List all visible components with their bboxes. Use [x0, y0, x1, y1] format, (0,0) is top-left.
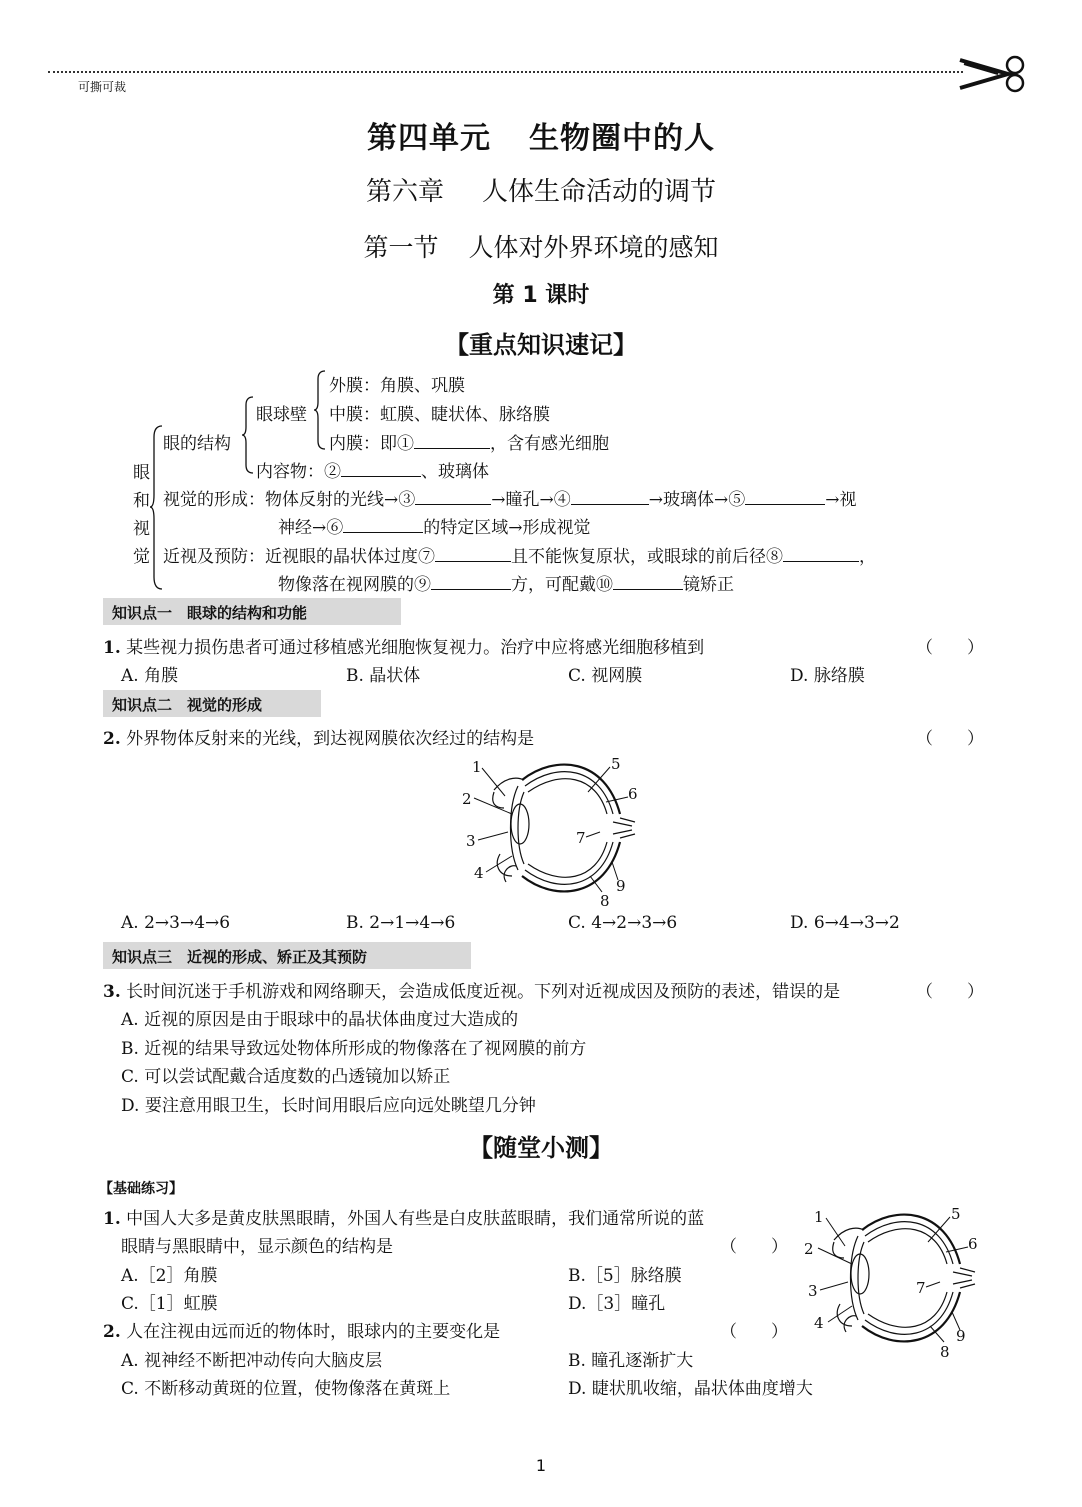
b1-option-d: D.［3］瞳孔 [568, 1294, 666, 1314]
eyeball-wall-label: 眼球壁 [256, 405, 307, 425]
structure-brace [242, 396, 254, 474]
b1-option-c: C.［1］虹膜 [121, 1294, 218, 1314]
contents-line: 内容物：② 、玻璃体 [256, 462, 489, 482]
q2-option-d: D. 6→4→3→2 [790, 913, 900, 933]
q3-option-a: A. 近视的原因是由于眼球中的晶状体曲度过大造成的 [121, 1010, 519, 1030]
eye1-label-5: 5 [611, 755, 621, 773]
knowledge-point-1-label: 知识点一 眼球的结构和功能 [112, 604, 308, 622]
key-points-heading: 【重点知识速记】 [445, 331, 637, 359]
knowledge-point-3-band [103, 942, 471, 969]
knowledge-point-2-label: 知识点二 视觉的形成 [112, 696, 263, 714]
eye2-label-3: 3 [808, 1282, 818, 1300]
q1-stem: 1. 某些视力损伤患者可通过移植感光细胞恢复视力。治疗中应将感光细胞移植到 [103, 638, 705, 658]
q1-answer-bracket: （ ） [916, 638, 984, 658]
eye1-label-1: 1 [472, 758, 482, 776]
b1-stem-line1: 1. 中国人大多是黄皮肤黑眼睛，外国人有些是白皮肤蓝眼睛，我们通常所说的蓝 [103, 1209, 705, 1229]
vision-line-1: 视觉的形成：物体反射的光线→③ →瞳孔→④ →玻璃体→⑤ →视 [163, 490, 857, 510]
section-title: 第一节 人体对外界环境的感知 [363, 233, 719, 262]
map-root-2: 和 [133, 491, 150, 511]
knowledge-point-1-band [103, 598, 401, 625]
eye2-label-1: 1 [814, 1208, 824, 1226]
eye-diagram-1 [460, 752, 645, 912]
b2-option-c: C. 不断移动黄斑的位置，使物像落在黄斑上 [121, 1379, 451, 1399]
eye1-label-3: 3 [466, 832, 476, 850]
map-root-1: 眼 [133, 463, 150, 483]
eye1-label-6: 6 [628, 785, 638, 803]
outer-layer: 外膜：角膜、巩膜 [329, 376, 465, 396]
b2-answer-bracket: （ ） [720, 1322, 788, 1342]
map-root-3: 视 [133, 519, 150, 539]
b1-answer-bracket: （ ） [720, 1237, 788, 1257]
vision-line-2: 神经→⑥ 的特定区域→形成视觉 [278, 518, 591, 538]
q3-option-c: C. 可以尝试配戴合适度数的凸透镜加以矫正 [121, 1067, 451, 1087]
q3-stem: 3. 长时间沉迷于手机游戏和网络聊天，会造成低度近视。下列对近视成因及预防的表述，错误的是 [103, 982, 841, 1002]
scissors-icon [958, 54, 1028, 94]
q3-option-d: D. 要注意用眼卫生，长时间用眼后应向远处眺望几分钟 [121, 1096, 536, 1116]
middle-layer: 中膜：虹膜、睫状体、脉络膜 [329, 405, 550, 425]
myopia-line-2: 物像落在视网膜的⑨ 方，可配戴⑩ 镜矫正 [278, 575, 734, 595]
eye2-label-5: 5 [951, 1205, 961, 1223]
q2-stem: 2. 外界物体反射来的光线，到达视网膜依次经过的结构是 [103, 729, 535, 749]
eye1-label-2: 2 [462, 790, 472, 808]
q2-option-c: C. 4→2→3→6 [568, 913, 678, 933]
map-root-4: 觉 [133, 547, 150, 567]
eye-diagram-2 [800, 1200, 985, 1365]
q2-option-b: B. 2→1→4→6 [346, 913, 456, 933]
q1-option-c: C. 视网膜 [568, 666, 643, 686]
eye2-label-6: 6 [968, 1235, 978, 1253]
b1-option-a: A.［2］角膜 [121, 1266, 218, 1286]
q1-option-d: D. 脉络膜 [790, 666, 865, 686]
eye2-label-7: 7 [916, 1279, 926, 1297]
inner-layer: 内膜：即① ，含有感光细胞 [329, 434, 609, 454]
root-brace [150, 425, 164, 590]
lesson-title: 第 1 课时 [492, 283, 590, 308]
unit-title: 第四单元 生物圈中的人 [367, 121, 715, 156]
b2-stem: 2. 人在注视由远而近的物体时，眼球内的主要变化是 [103, 1322, 501, 1342]
eye2-label-9: 9 [956, 1327, 966, 1345]
q1-option-a: A. 角膜 [121, 666, 179, 686]
eye2-label-4: 4 [814, 1314, 824, 1332]
knowledge-point-3-label: 知识点三 近视的形成、矫正及其预防 [112, 948, 368, 966]
quiz-heading: 【随堂小测】 [469, 1134, 613, 1162]
b2-option-d: D. 睫状肌收缩，晶状体曲度增大 [568, 1379, 813, 1399]
wall-brace [314, 370, 326, 450]
eye1-label-8: 8 [600, 892, 610, 910]
b1-option-b: B.［5］脉络膜 [568, 1266, 682, 1286]
eye1-label-9: 9 [616, 877, 626, 895]
b1-stem-line2: 眼睛与黑眼睛中，显示颜色的结构是 [121, 1237, 393, 1257]
cut-line [48, 71, 963, 73]
knowledge-point-2-band [103, 690, 321, 717]
cut-label: 可撕可裁 [78, 80, 127, 94]
eye1-label-7: 7 [576, 829, 586, 847]
chapter-title: 第六章 人体生命活动的调节 [365, 177, 717, 207]
q2-answer-bracket: （ ） [916, 729, 984, 749]
q1-option-b: B. 晶状体 [346, 666, 421, 686]
q3-answer-bracket: （ ） [916, 982, 984, 1002]
basic-practice-label: 【基础练习】 [99, 1181, 183, 1197]
q2-option-a: A. 2→3→4→6 [121, 913, 231, 933]
eye2-label-2: 2 [804, 1240, 814, 1258]
b2-option-b: B. 瞳孔逐渐扩大 [568, 1351, 694, 1371]
eye2-label-8: 8 [940, 1343, 950, 1361]
page-number: 1 [535, 1456, 547, 1475]
b2-option-a: A. 视神经不断把冲动传向大脑皮层 [121, 1351, 383, 1371]
q3-option-b: B. 近视的结果导致远处物体所形成的物像落在了视网膜的前方 [121, 1039, 587, 1059]
eye-structure-label: 眼的结构 [163, 434, 231, 454]
eye1-label-4: 4 [474, 864, 484, 882]
myopia-line-1: 近视及预防：近视眼的晶状体过度⑦ 且不能恢复原状，或眼球的前后径⑧ ， [163, 547, 876, 567]
